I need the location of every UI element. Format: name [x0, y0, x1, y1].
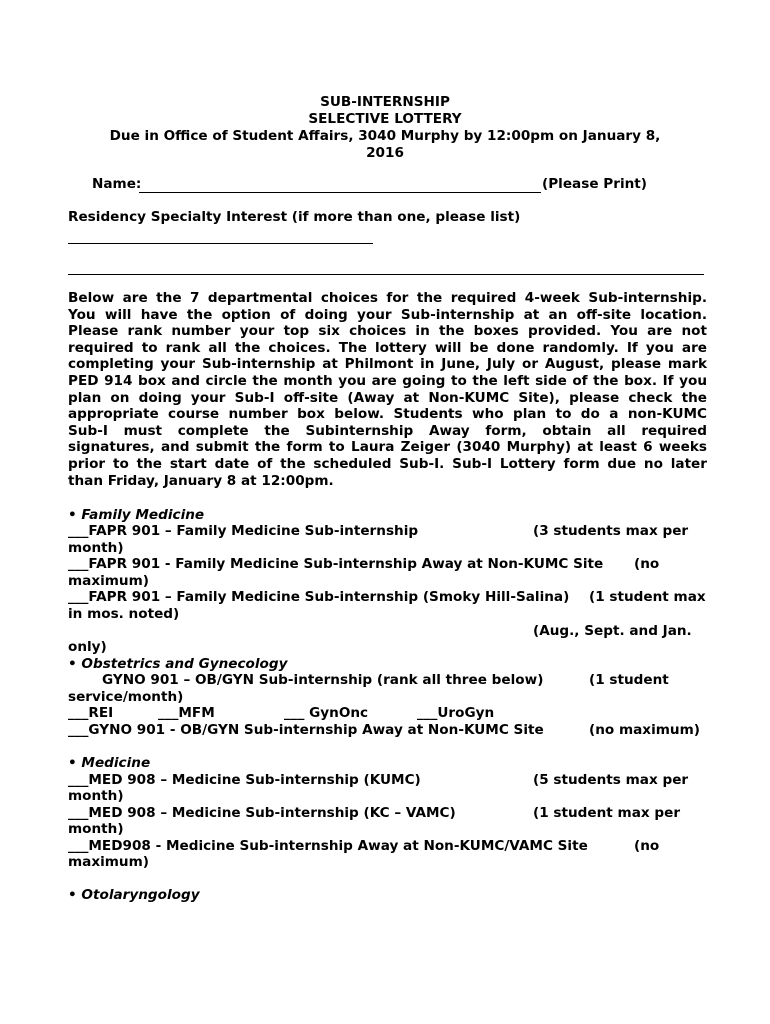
med-908-away-limit-cont: maximum): [68, 854, 149, 870]
med-908-vamc-limit: (1 student max per: [533, 805, 681, 821]
name-label: Name:: [92, 176, 142, 192]
gynonc-option[interactable]: ___ GynOnc: [284, 705, 369, 721]
otolaryngology-heading: • Otolaryngology: [68, 887, 200, 903]
name-blank-line[interactable]: [139, 192, 541, 193]
med-908-kumc-option[interactable]: ___MED 908 – Medicine Sub-internship (KUMC): [68, 772, 421, 788]
med-908-kumc-limit-cont: month): [68, 788, 124, 804]
fapr-901-salina-months-cont: only): [68, 639, 107, 655]
med-908-away-option[interactable]: ___MED908 - Medicine Sub-internship Away at Non-KUMC/VAMC Site: [68, 838, 588, 854]
form-subtitle: SELECTIVE LOTTERY: [308, 111, 462, 127]
rei-option[interactable]: ___REI: [68, 705, 114, 721]
fapr-901-limit: (3 students max per: [533, 523, 689, 539]
instructions-line: plan on doing your Sub-I off-site (Away at Non-KUMC Site), please check the: [68, 389, 707, 406]
residency-blank-line-1[interactable]: [68, 243, 373, 244]
instructions-line: than Friday, January 8 at 12:00pm.: [68, 472, 334, 489]
fapr-901-away-limit-cont: maximum): [68, 573, 149, 589]
gyno-901-away-limit: (no maximum): [589, 722, 700, 738]
urogyn-option[interactable]: ___UroGyn: [417, 705, 495, 721]
mfm-option[interactable]: ___MFM: [158, 705, 215, 721]
fapr-901-salina-months: (Aug., Sept. and Jan.: [533, 623, 692, 639]
instructions-line: appropriate course number box below. Students who plan to do a non-KUMC: [68, 406, 707, 423]
instructions-line: Sub-I must complete the Subinternship Away form, obtain all required: [68, 422, 707, 439]
residency-label: Residency Specialty Interest (if more than one, please list): [68, 209, 521, 225]
fapr-901-away-limit: (no: [634, 556, 660, 572]
instructions-line: Below are the 7 departmental choices for the required 4-week Sub-internship.: [68, 290, 707, 306]
instructions-paragraph: [68, 290, 707, 489]
med-908-vamc-limit-cont: month): [68, 821, 124, 837]
form-title: SUB-INTERNSHIP: [320, 94, 450, 110]
instructions-line: Please rank number your top six choices in the boxes provided. You are not: [68, 323, 707, 340]
gyno-901-limit: (1 student: [589, 672, 669, 688]
due-date-line: Due in Office of Student Affairs, 3040 Murphy by 12:00pm on January 8,: [109, 128, 661, 144]
fapr-901-salina-limit: (1 student max: [589, 589, 706, 605]
instructions-line: PED 914 box and circle the month you are going to the left side of the box. If you: [68, 372, 707, 389]
residency-blank-line-2[interactable]: [68, 274, 704, 275]
med-908-kumc-limit: (5 students max per: [533, 772, 689, 788]
family-medicine-heading: • Family Medicine: [68, 507, 205, 523]
instructions-line: You will have the option of doing your Sub-internship at an off-site location.: [68, 306, 707, 323]
fapr-901-option[interactable]: ___FAPR 901 – Family Medicine Sub-internship: [68, 523, 419, 539]
name-print-hint: (Please Print): [542, 176, 647, 192]
med-908-away-limit: (no: [634, 838, 660, 854]
fapr-901-limit-cont: month): [68, 540, 124, 556]
fapr-901-salina-limit-cont: in mos. noted): [68, 606, 180, 622]
med-908-vamc-option[interactable]: ___MED 908 – Medicine Sub-internship (KC – VAMC): [68, 805, 456, 821]
fapr-901-salina-option[interactable]: ___FAPR 901 – Family Medicine Sub-internship (Smoky Hill-Salina): [68, 589, 570, 605]
instructions-line: signatures, and submit the form to Laura Zeiger (3040 Murphy) at least 6 weeks: [68, 439, 707, 456]
fapr-901-away-option[interactable]: ___FAPR 901 - Family Medicine Sub-internship Away at Non-KUMC Site: [68, 556, 604, 572]
obgyn-heading: • Obstetrics and Gynecology: [68, 656, 288, 672]
medicine-heading: • Medicine: [68, 755, 151, 771]
due-date-year: 2016: [366, 145, 404, 161]
instructions-line: completing your Sub-internship at Philmont in June, July or August, please mark: [68, 356, 707, 373]
instructions-line: prior to the start date of the scheduled Sub-I. Sub-I Lottery form due no later: [68, 455, 707, 472]
gyno-901-option: GYNO 901 – OB/GYN Sub-internship (rank all three below): [102, 672, 544, 688]
instructions-line: required to rank all the choices. The lottery will be done randomly. If you are: [68, 339, 707, 356]
gyno-901-limit-cont: service/month): [68, 689, 184, 705]
gyno-901-away-option[interactable]: ___GYNO 901 - OB/GYN Sub-internship Away at Non-KUMC Site: [68, 722, 544, 738]
